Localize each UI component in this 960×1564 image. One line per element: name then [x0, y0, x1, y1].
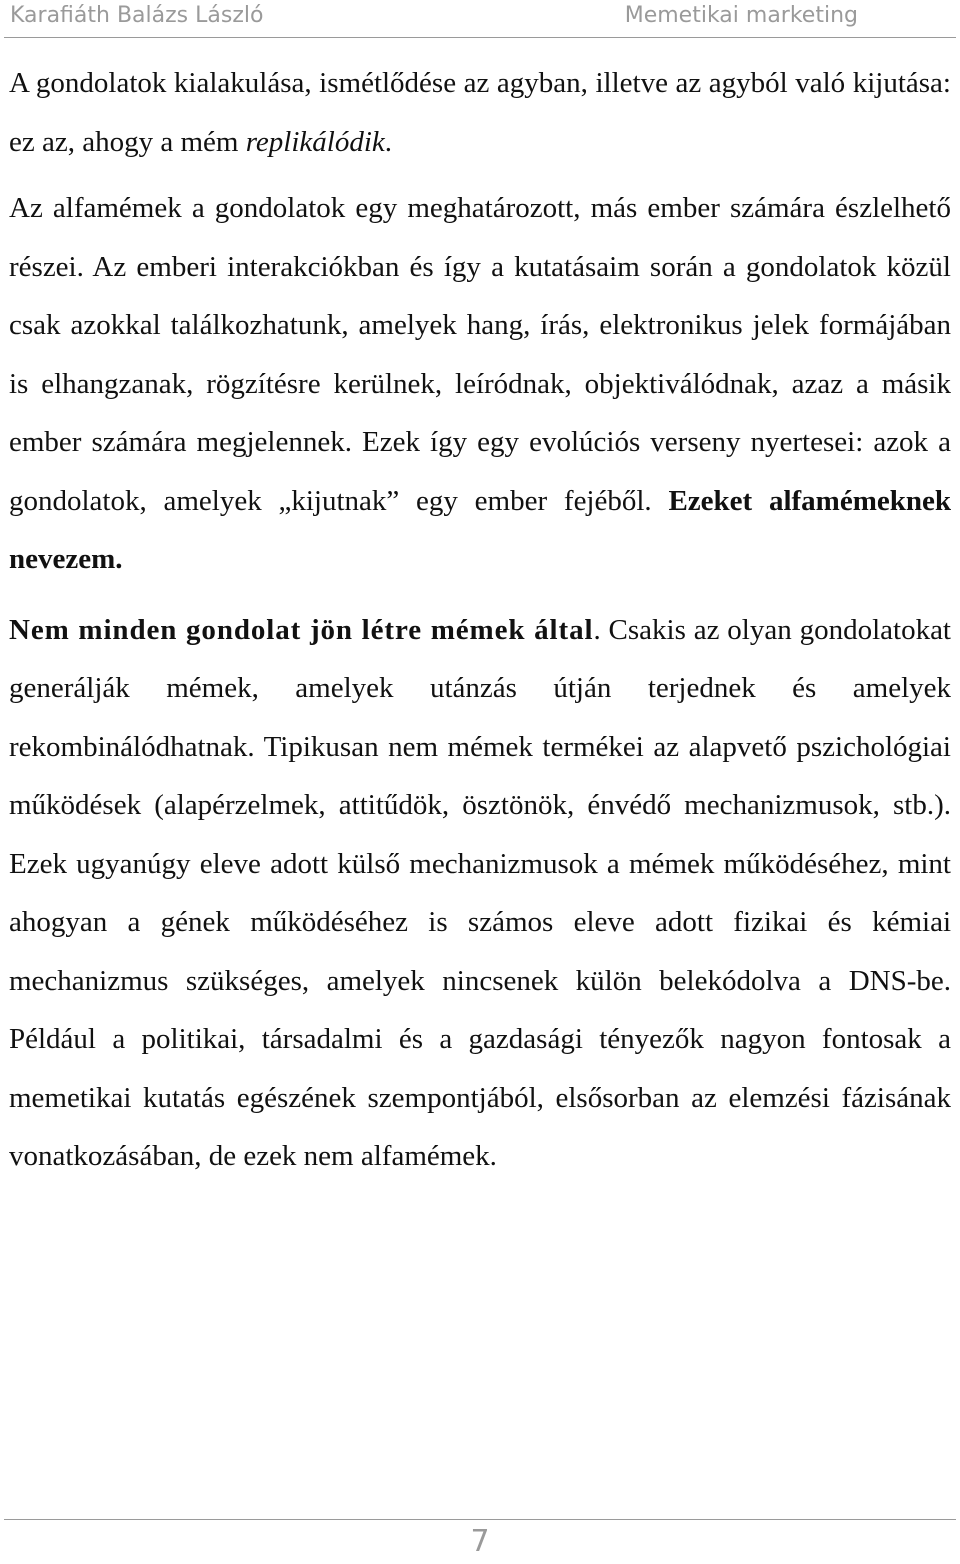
paragraph-text: A gondolatok kialakulása, ismétlődése az agyban, illetve az agyból való kijutása: ez az, ahogy a mém [9, 67, 951, 158]
paragraph-alphamemes [9, 179, 951, 589]
header-author: Karafiáth Balázs László [10, 3, 264, 28]
paragraph-text: Az alfamémek a gondolatok egy meghatározott, más ember számára észlelhető részei. Az emberi interakciókban és így a kutatásaim során a gondolatok közül csak azokkal találkozhatunk, amelyek hang, írás, elektronikus jelek formájában is elhangzanak, rögzítésre kerülnek, leíródnak, objektiválódnak, azaz a másik ember számára megjelennek. Ezek így egy evolúciós verseny nyertesei: azok a gondolatok, amelyek „kijutnak” egy ember fejéből. [9, 192, 951, 517]
paragraph-text: . [384, 125, 393, 158]
paragraph-text: . Csakis az olyan gondolatokat generálják mémek, amelyek utánzás útján terjednek és amelyek rekombinálódhatnak. Tipikusan nem mémek termékei az alapvető pszichológiai működések (alapérzelmek, attitűdök, ösztönök, énvédő mechanizmusok, stb.). Ezek ugyanúgy eleve adott külső mechanizmusok a mémek működéséhez, mint ahogyan a gének működéséhez is számos eleve adott fizikai és kémiai mechanizmus szükséges, amelyek nincsenek külön belekódolva a DNS-be. Például a politikai, társadalmi és a gazdasági tényezők nagyon fontosak a memetikai kutatás egészének szempontjából, elsősorban az elemzési fázisának vonatkozásában, de ezek nem alfamémek. [9, 613, 951, 1172]
bold-statement: Nem minden gondolat jön létre mémek által [9, 613, 594, 646]
bold-definition: Ezeket alfamémeknek nevezem. [9, 484, 951, 575]
footer-divider [4, 1519, 956, 1520]
italic-term: replikálódik [245, 125, 385, 158]
page-header [0, 0, 960, 40]
paragraph-meme-replication [9, 54, 951, 171]
document-body [9, 54, 951, 1186]
header-divider [4, 37, 956, 38]
paragraph-not-all-thoughts [9, 601, 951, 1186]
header-title: Memetikai marketing [624, 3, 858, 28]
page-number: 7 [470, 1524, 490, 1559]
